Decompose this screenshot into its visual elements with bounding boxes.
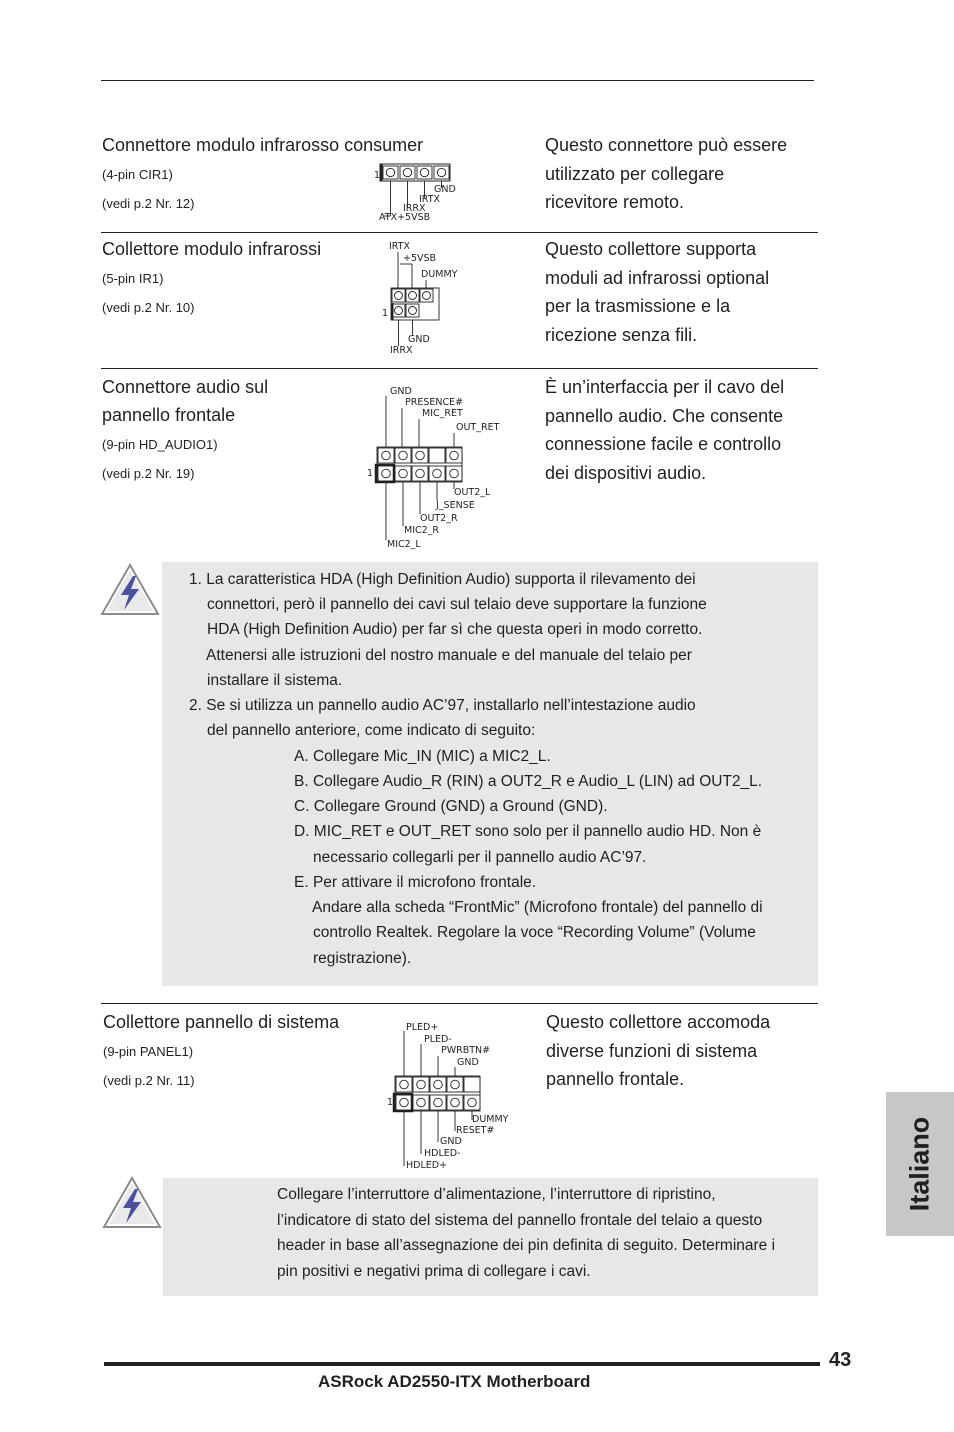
panel-title: Collettore pannello di sistema xyxy=(103,1012,340,1032)
note-line: 2. Se si utilizza un pannello audio AC’97, installarlo nell’intestazione audio xyxy=(189,697,696,714)
pin-label-irtx: IRTX xyxy=(419,194,441,205)
pin-label-gnd-bottom: GND xyxy=(440,1136,462,1147)
note-line: registrazione). xyxy=(313,950,412,967)
cir-desc-line: Questo connettore può essere xyxy=(545,135,788,155)
pin-label-gnd-top: GND xyxy=(457,1057,479,1068)
pin-label-mic-ret: MIC_RET xyxy=(422,408,463,419)
pin-label-irrx: IRRX xyxy=(403,203,426,214)
ir-desc-line: ricezione senza fili. xyxy=(545,325,698,346)
panel-pins: (9-pin PANEL1) xyxy=(103,1044,194,1059)
pin-label-hdled-minus: HDLED- xyxy=(424,1148,461,1159)
audio-desc-line: È un’interfaccia per il cavo del xyxy=(545,377,785,397)
audio-desc-line: pannello audio. Che consente xyxy=(545,405,784,426)
cir-ref: (vedi p.2 Nr. 12) xyxy=(102,196,195,211)
pin-label-gnd: GND xyxy=(408,334,430,345)
note-line: necessario collegarli per il pannello audio AC’97. xyxy=(313,849,647,866)
audio-title-line1: Connettore audio sul xyxy=(102,377,269,397)
language-side-tab xyxy=(886,1092,954,1236)
ir-title: Collettore modulo infrarossi xyxy=(102,239,322,259)
panel-desc-line: Questo collettore accomoda xyxy=(546,1012,771,1032)
audio-desc-line: connessione facile e controllo xyxy=(545,434,782,455)
note-line: connettori, però il pannello dei cavi sul telaio deve supportare la funzione xyxy=(207,596,707,613)
panel-ref: (vedi p.2 Nr. 11) xyxy=(103,1073,195,1088)
footer-rule xyxy=(104,1362,820,1366)
cir-description xyxy=(545,131,787,217)
pin-label-5vsb: +5VSB xyxy=(403,253,437,264)
note-line: E. Per attivare il microfono frontale. xyxy=(294,874,537,891)
audio-desc-line: dei dispositivi audio. xyxy=(545,463,707,484)
panel-description xyxy=(546,1008,770,1094)
pin1-marker: 1 xyxy=(382,308,389,319)
pin-label-gnd: GND xyxy=(434,184,456,195)
note-line: 1. La caratteristica HDA (High Definition Audio) supporta il rilevamento dei xyxy=(189,571,696,588)
ir-desc-line: per la trasmissione e la xyxy=(545,296,731,317)
note-line: B. Collegare Audio_R (RIN) a OUT2_R e Audio_L (LIN) ad OUT2_L. xyxy=(294,773,763,790)
pin-label-presence: PRESENCE# xyxy=(405,397,464,408)
note-line: Attenersi alle istruzioni del nostro manuale e del manuale del telaio per xyxy=(206,647,692,664)
note-line: A. Collegare Mic_IN (MIC) a MIC2_L. xyxy=(294,748,551,765)
audio-title-line2: pannello frontale xyxy=(102,405,236,425)
audio-ref: (vedi p.2 Nr. 19) xyxy=(102,466,195,481)
pin1-marker: 1 xyxy=(367,468,374,479)
note-line: controllo Realtek. Regolare la voce “Recording Volume” (Volume xyxy=(313,924,756,941)
ir-pins: (5-pin IR1) xyxy=(102,271,164,286)
footer-model: ASRock AD2550-ITX Motherboard xyxy=(318,1372,591,1391)
page-number: 43 xyxy=(829,1349,852,1371)
pin1-marker: 1 xyxy=(374,170,381,181)
pin-label-mic2-r: MIC2_R xyxy=(404,525,440,536)
note-line: Andare alla scheda “FrontMic” (Microfono frontale) del pannello di xyxy=(312,899,763,916)
pin-label-irtx: IRTX xyxy=(389,241,411,252)
pin1-marker: 1 xyxy=(387,1097,394,1108)
pin-header xyxy=(391,288,439,320)
pin-label-gnd: GND xyxy=(390,386,412,397)
note-line: pin positivi e negativi prima di collegare i cavi. xyxy=(277,1263,591,1280)
pin-label-hdled-plus: HDLED+ xyxy=(406,1160,448,1171)
cir-desc-line: utilizzato per collegare xyxy=(545,163,725,184)
warning-lightning-icon xyxy=(102,1175,164,1231)
cir-connector-diagram xyxy=(370,158,470,224)
section-divider xyxy=(101,368,818,369)
pin-label-dummy: DUMMY xyxy=(472,1114,509,1125)
ir-ref: (vedi p.2 Nr. 10) xyxy=(102,300,195,315)
section-divider xyxy=(101,232,818,233)
note-line: del pannello anteriore, come indicato di seguito: xyxy=(207,722,536,739)
pin-row xyxy=(383,166,449,179)
pin-label-irrx: IRRX xyxy=(390,345,413,356)
note-line: C. Collegare Ground (GND) a Ground (GND). xyxy=(294,798,608,815)
note-line: D. MIC_RET e OUT_RET sono solo per il pannello audio HD. Non è xyxy=(294,823,762,840)
ir-desc-line: Questo collettore supporta xyxy=(545,239,757,259)
pin-label-pled-minus: PLED- xyxy=(424,1034,452,1045)
pin-label-pled-plus: PLED+ xyxy=(406,1022,439,1033)
note-line: l’indicatore di stato del sistema del pannello frontale del telaio a questo xyxy=(277,1212,763,1229)
panel-desc-line: diverse funzioni di sistema xyxy=(546,1040,758,1061)
top-rule xyxy=(101,80,814,81)
pin1-highlight xyxy=(391,303,394,320)
panel-connector-diagram xyxy=(384,1016,524,1172)
warning-lightning-icon xyxy=(100,562,162,618)
audio-pins: (9-pin HD_AUDIO1) xyxy=(102,437,218,452)
audio-description xyxy=(545,373,784,488)
cir-pins: (4-pin CIR1) xyxy=(102,167,173,182)
pin-label-reset: RESET# xyxy=(456,1125,495,1136)
pin1-highlight xyxy=(380,164,383,181)
pin-label-j-sense: J_SENSE xyxy=(436,500,475,511)
cir-desc-line: ricevitore remoto. xyxy=(545,192,685,213)
pin-label-mic2-l: MIC2_L xyxy=(387,539,421,550)
section-divider xyxy=(101,1003,818,1004)
ir-connector-diagram xyxy=(380,240,470,355)
pin-label-out2-r: OUT2_R xyxy=(420,513,458,524)
ir-description xyxy=(545,235,769,350)
pin-label-dummy: DUMMY xyxy=(421,269,458,280)
ir-desc-line: moduli ad infrarossi optional xyxy=(545,267,770,288)
language-label: Italiano xyxy=(904,1116,935,1212)
note-line: installare il sistema. xyxy=(207,672,343,689)
note-line: header in base all’assegnazione dei pin definita di seguito. Determinare i xyxy=(277,1237,776,1254)
audio-connector-diagram xyxy=(366,381,506,553)
pin1-highlight xyxy=(394,1094,412,1111)
cir-title: Connettore modulo infrarosso consumer xyxy=(102,135,424,155)
panel-desc-line: pannello frontale. xyxy=(546,1069,685,1090)
note-line: Collegare l’interruttore d’alimentazione, l’interruttore di ripristino, xyxy=(277,1186,716,1203)
pin-label-out-ret: OUT_RET xyxy=(456,422,500,433)
note-line: HDA (High Definition Audio) per far sì che questa operi in modo corretto. xyxy=(207,621,703,638)
pin1-highlight xyxy=(376,465,394,482)
pin-label-pwrbtn: PWRBTN# xyxy=(441,1045,491,1056)
pin-label-atx5vsb: ATX+5VSB xyxy=(379,212,431,223)
pin-label-out2-l: OUT2_L xyxy=(454,487,491,498)
